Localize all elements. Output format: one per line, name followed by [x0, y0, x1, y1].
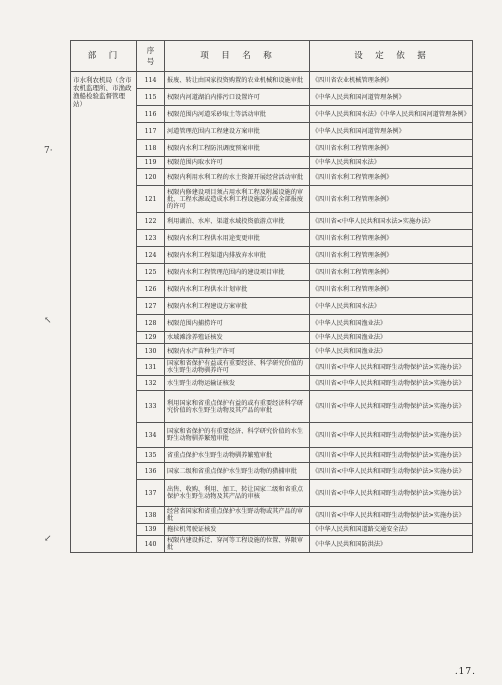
legal-basis: 《四川省水利工程管理条例》 — [310, 186, 473, 213]
item-name: 权限内水利工程供水用途变更审批 — [165, 230, 310, 247]
legal-basis: 《四川省<中华人民共和国野生动物保护法>实施办法》 — [310, 463, 473, 480]
legal-basis: 《中华人民共和国渔业法》 — [310, 344, 473, 359]
legal-basis: 《四川省水利工程管理条例》 — [310, 247, 473, 264]
legal-basis: 《四川省水利工程管理条例》 — [310, 264, 473, 281]
margin-mark: ↙ — [44, 534, 52, 544]
legal-basis: 《四川省<中华人民共和国水法>实施办法》 — [310, 213, 473, 230]
row-number: 139 — [137, 524, 165, 536]
legal-basis: 《四川省<中华人民共和国野生动物保护法>实施办法》 — [310, 376, 473, 391]
item-name: 拖拉机驾驶证核发 — [165, 524, 310, 536]
legal-basis: 《四川省农业机械管理条例》 — [310, 72, 473, 89]
approval-items-table — [70, 40, 473, 553]
item-name: 国家二级和省重点保护水生野生动物的猎捕审批 — [165, 463, 310, 480]
legal-basis: 《四川省<中华人民共和国野生动物保护法>实施办法》 — [310, 391, 473, 423]
legal-basis: 《中华人民共和国渔业法》 — [310, 332, 473, 344]
item-name: 权限内利用水利工程的水土资源开展经营活动审批 — [165, 169, 310, 186]
item-name: 经营省国家和省重点保护水生野动物或其产品的审批 — [165, 507, 310, 524]
item-name: 权限内建设拆迁、穿河等工程设施的位置、界限审批 — [165, 536, 310, 553]
row-number: 136 — [137, 463, 165, 480]
item-name: 权限范围内取水许可 — [165, 157, 310, 169]
item-name: 权限内水产苗种生产许可 — [165, 344, 310, 359]
item-name: 利用湖泊、水库、渠道水域投资旅游点审批 — [165, 213, 310, 230]
row-number: 121 — [137, 186, 165, 213]
item-name: 报废、转让由国家投资购置的农业机械和设施审批 — [165, 72, 310, 89]
item-name: 国家和省保护有益或有重要经济、科学研究价值的水生野生动物驯养许可 — [165, 359, 310, 376]
item-name: 权限内修建设项目须占用水利工程及附属设施的审批，工程水源或造成水利工程设施部分或全部报废的许可 — [165, 186, 310, 213]
row-number: 123 — [137, 230, 165, 247]
header-basis: 设 定 依 据 — [310, 41, 473, 72]
row-number: 137 — [137, 480, 165, 507]
header-item: 项 目 名 称 — [165, 41, 310, 72]
legal-basis: 《四川省水利工程管理条例》 — [310, 230, 473, 247]
legal-basis: 《中华人民共和国河道管理条例》 — [310, 123, 473, 140]
legal-basis: 《中华人民共和国水法》 — [310, 298, 473, 315]
item-name: 国家和省保护的有重要经济、科学研究价值的水生野生动物驯养繁殖审批 — [165, 423, 310, 448]
page-number: .17. — [454, 667, 476, 677]
margin-mark: ↖ — [44, 316, 52, 326]
item-name: 权限内水利工程渠道内排放弃水审批 — [165, 247, 310, 264]
legal-basis: 《中华人民共和国河道管理条例》 — [310, 89, 473, 106]
item-name: 权限范围内河道采砂取土等活动审批 — [165, 106, 310, 123]
row-number: 133 — [137, 391, 165, 423]
table-row — [71, 72, 473, 89]
row-number: 138 — [137, 507, 165, 524]
row-number: 114 — [137, 72, 165, 89]
item-name: 权限内水利工程管理范围内的建设项目审批 — [165, 264, 310, 281]
item-name: 水生野生动物运输证核发 — [165, 376, 310, 391]
row-number: 131 — [137, 359, 165, 376]
legal-basis: 《四川省<中华人民共和国野生动物保护法>实施办法》 — [310, 423, 473, 448]
row-number: 135 — [137, 448, 165, 463]
item-name: 出售、收购、利用、加工、转让国家二级和省重点保护水生野生动物及其产品的审核 — [165, 480, 310, 507]
legal-basis: 《四川省<中华人民共和国野生动物保护法>实施办法》 — [310, 448, 473, 463]
header-seq: 序 号 — [137, 41, 165, 72]
row-number: 132 — [137, 376, 165, 391]
row-number: 127 — [137, 298, 165, 315]
legal-basis: 《中华人民共和国水法》《中华人民共和国河道管理条例》 — [310, 106, 473, 123]
row-number: 130 — [137, 344, 165, 359]
item-name: 权限内水利工程供水计划审批 — [165, 281, 310, 298]
item-name: 权限内河道湖泊内排污口设置许可 — [165, 89, 310, 106]
table-body — [71, 72, 473, 553]
row-number: 122 — [137, 213, 165, 230]
header-dept: 部 门 — [71, 41, 137, 72]
row-number: 124 — [137, 247, 165, 264]
legal-basis: 《中华人民共和国道路交通安全法》 — [310, 524, 473, 536]
legal-basis: 《四川省水利工程管理条例》 — [310, 140, 473, 157]
row-number: 126 — [137, 281, 165, 298]
legal-basis: 《四川省<中华人民共和国野生动物保护法>实施办法》 — [310, 480, 473, 507]
row-number: 129 — [137, 332, 165, 344]
margin-mark: 7· — [44, 146, 53, 156]
table-header-row — [71, 41, 473, 72]
row-number: 134 — [137, 423, 165, 448]
row-number: 118 — [137, 140, 165, 157]
item-name: 权限内水利工程建设方案审批 — [165, 298, 310, 315]
item-name: 水域滩涂养殖证核发 — [165, 332, 310, 344]
legal-basis: 《四川省水利工程管理条例》 — [310, 281, 473, 298]
row-number: 128 — [137, 315, 165, 332]
row-number: 115 — [137, 89, 165, 106]
legal-basis: 《中华人民共和国渔业法》 — [310, 315, 473, 332]
item-name: 省重点保护水生野生动物驯养繁殖审批 — [165, 448, 310, 463]
legal-basis: 《四川省水利工程管理条例》 — [310, 169, 473, 186]
item-name: 权限内水利工程防汛调度预案审批 — [165, 140, 310, 157]
legal-basis: 《四川省<中华人民共和国野生动物保护法>实施办法》 — [310, 507, 473, 524]
row-number: 116 — [137, 106, 165, 123]
row-number: 125 — [137, 264, 165, 281]
item-name: 河道管理范围内工程建设方案审批 — [165, 123, 310, 140]
department-cell: 市水利农机局（含市农机监理所、市渔政渔船检验监督管理站） — [71, 72, 137, 553]
legal-basis: 《中华人民共和国防洪法》 — [310, 536, 473, 553]
row-number: 117 — [137, 123, 165, 140]
item-name: 权限范围内捕捞许可 — [165, 315, 310, 332]
legal-basis: 《四川省<中华人民共和国野生动物保护法>实施办法》 — [310, 359, 473, 376]
row-number: 140 — [137, 536, 165, 553]
legal-basis: 《中华人民共和国水法》 — [310, 157, 473, 169]
item-name: 利用国家和省重点保护有益的或有重要经济科学研究价值的水生野生动物及其产品的审批 — [165, 391, 310, 423]
row-number: 119 — [137, 157, 165, 169]
row-number: 120 — [137, 169, 165, 186]
